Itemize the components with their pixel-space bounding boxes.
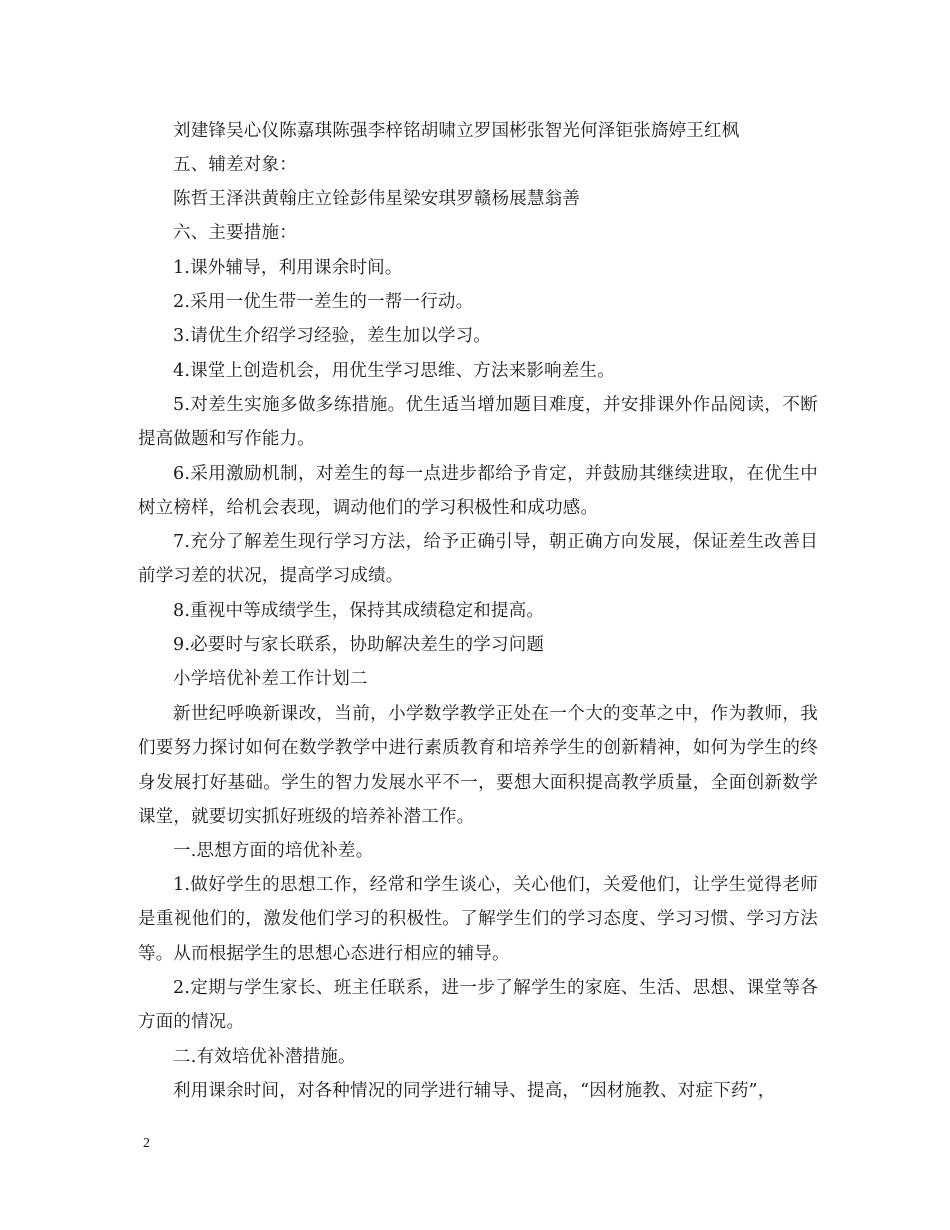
list-item: 5.对差生实施多做多练措施。优生适当增加题目难度，并安排课外作品阅读，不断提高做题和写作能力。 (138, 395, 818, 450)
list-item: 1.做好学生的思想工作，经常和学生谈心，关心他们，关爱他们，让学生觉得老师是重视他们的，激发他们学习的积极性。了解学生们的学习态度、学习习惯、学习方法等。从而根据学生的思想心态进行相应的辅导。 (138, 875, 818, 964)
section-heading: 一.思想方面的培优补差。 (173, 841, 374, 861)
page-number: 2 (143, 1136, 150, 1151)
list-item: 4.课堂上创造机会，用优生学习思维、方法来影响差生。 (173, 361, 615, 381)
list-item: 2.定期与学生家长、班主任联系，进一步了解学生的家庭、生活、思想、课堂等各方面的情况。 (138, 978, 818, 1033)
subtitle: 小学培优补差工作计划二 (173, 669, 368, 689)
section-heading: 二.有效培优补潜措施。 (173, 1047, 356, 1067)
paragraph: 新世纪呼唤新课改，当前，小学数学教学正处在一个大的变革之中，作为教师，我们要努力探讨如何在数学教学中进行素质教育和培养学生的创新精神，如何为学生的终身发展打好基础。学生的智力发展水平不一，要想大面积提高教学质量，全面创新数学课堂，就要切实抓好班级的培养补潜工作。 (138, 704, 818, 828)
paragraph: 陈哲王泽洪黄翰庄立铨彭伟星梁安琪罗赣杨展慧翁善 (173, 189, 581, 209)
list-item: 2.采用一优生带一差生的一帮一行动。 (173, 292, 474, 312)
list-item: 3.请优生介绍学习经验，差生加以学习。 (173, 326, 491, 346)
list-item: 7.充分了解差生现行学习方法，给予正确引导，朝正确方向发展，保证差生改善目前学习差的状况，提高学习成绩。 (138, 532, 818, 587)
paragraph: 利用课余时间，对各种情况的同学进行辅导、提高，“因材施教、对症下药”， (173, 1081, 776, 1101)
list-item: 8.重视中等成绩学生，保持其成绩稳定和提高。 (173, 601, 545, 621)
section-heading: 六、主要措施： (173, 223, 297, 243)
section-heading: 五、辅差对象： (173, 155, 297, 175)
list-item: 9.必要时与家长联系，协助解决差生的学习问题 (173, 635, 545, 655)
list-item: 6.采用激励机制，对差生的每一点进步都给予肯定，并鼓励其继续进取，在优生中树立榜样，给机会表现，调动他们的学习积极性和成功感。 (138, 464, 818, 519)
list-item: 1.课外辅导，利用课余时间。 (173, 258, 403, 278)
paragraph: 刘建锋吴心仪陈嘉琪陈强李梓铭胡啸立罗国彬张智光何泽钜张旖婷王红枫 (173, 121, 740, 141)
